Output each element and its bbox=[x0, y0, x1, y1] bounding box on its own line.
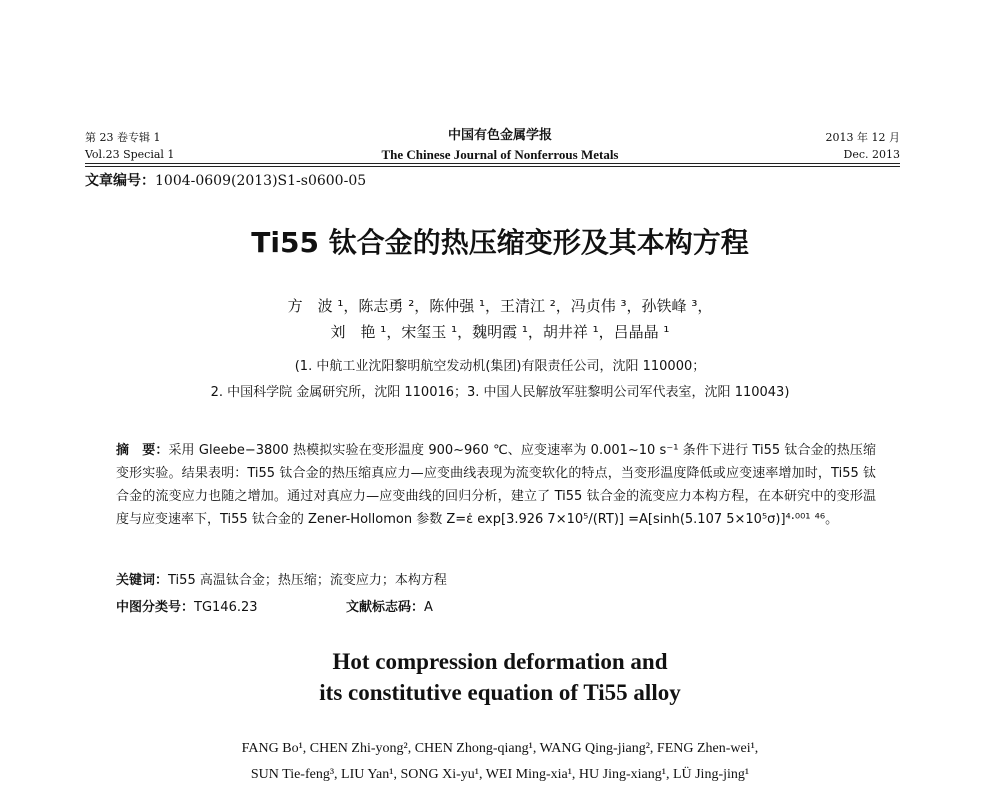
keywords-text: Ti55 高温钛合金；热压缩；流变应力；本构方程 bbox=[168, 573, 447, 588]
keywords-label: 关键词： bbox=[116, 573, 169, 588]
authors-cn-line: 方 波 ¹，陈志勇 ²，陈仲强 ¹，王清江 ²，冯贞伟 ³，孙铁峰 ³， bbox=[287, 297, 713, 315]
title-en-line: Hot compression deformation and bbox=[332, 649, 668, 674]
date-en: Dec. 2013 bbox=[843, 148, 900, 161]
abstract-text: 采用 Gleebe−3800 热模拟实验在变形温度 900~960 ℃、应变速率为 0.001~10 s⁻¹ 条件下进行 Ti55 钛合金的热压缩变形实验。结果表明：Ti55 钛合金的热压缩真应力—应变曲线表现为流变软化的特点，当变形温度降低或应变速率增加时，Ti55 钛合金的流变应力也随之增加。通过对真应力—应变曲线的回归分析，建立了 Ti55 钛合金的流变应力本构方程，在本研究中的变形温度与应变速率下，Ti55 钛合金的 Zener-Hollomon 参数 Z=ε̇ exp[3.926 7×10⁵/(RT)] =A[sinh(5.107 5×10⁵σ)]⁴·⁰⁰¹ ⁴⁶。 bbox=[116, 443, 876, 527]
article-number bbox=[85, 171, 366, 191]
volume-en: Vol.23 Special 1 bbox=[85, 148, 175, 161]
journal-name-cn: 中国有色金属学报 bbox=[447, 128, 552, 143]
affiliation-line: (1. 中航工业沈阳黎明航空发动机(集团)有限责任公司，沈阳 110000； bbox=[294, 359, 706, 374]
authors-en-line: SUN Tie-feng³, LIU Yan¹, SONG Xi-yu¹, WEI Ming-xia¹, HU Jing-xiang¹, LÜ Jing-jing¹ bbox=[250, 767, 750, 782]
authors-en bbox=[0, 736, 1000, 788]
title-cn: Ti55 钛合金的热压缩变形及其本构方程 bbox=[251, 226, 749, 259]
abstract-label: 摘 要： bbox=[116, 443, 169, 458]
document-code-value: A bbox=[424, 600, 433, 615]
classification-value: TG146.23 bbox=[194, 600, 258, 615]
article-number-label: 文章编号： bbox=[85, 173, 155, 189]
title-en-line: its constitutive equation of Ti55 alloy bbox=[319, 680, 681, 705]
affiliations-cn bbox=[0, 354, 1000, 406]
title-en bbox=[0, 646, 1000, 708]
document-code bbox=[346, 597, 433, 619]
authors-en-line: FANG Bo¹, CHEN Zhi-yong², CHEN Zhong-qiang¹, WANG Qing-jiang², FENG Zhen-wei¹, bbox=[241, 741, 759, 756]
document-code-label: 文献标志码： bbox=[346, 600, 425, 615]
authors-cn bbox=[0, 293, 1000, 345]
volume-cn: 第 23 卷专辑 1 bbox=[85, 131, 161, 144]
journal-date bbox=[826, 129, 900, 163]
journal-name-en: The Chinese Journal of Nonferrous Metals bbox=[381, 147, 619, 162]
article-number-value: 1004-0609(2013)S1-s0600-05 bbox=[155, 173, 367, 189]
abstract bbox=[116, 439, 876, 531]
authors-cn-line: 刘 艳 ¹，宋玺玉 ¹，魏明霞 ¹，胡井祥 ¹，吕晶晶 ¹ bbox=[330, 323, 670, 341]
keywords bbox=[116, 570, 876, 592]
classification-number bbox=[116, 597, 258, 619]
date-cn: 2013 年 12 月 bbox=[825, 131, 900, 144]
header-rule-top bbox=[85, 163, 900, 164]
header-rule-bottom bbox=[85, 166, 900, 167]
classification-label: 中图分类号： bbox=[116, 600, 195, 615]
affiliation-line: 2. 中国科学院 金属研究所，沈阳 110016；3. 中国人民解放军驻黎明公司军代表室，沈阳 110043) bbox=[210, 385, 790, 400]
